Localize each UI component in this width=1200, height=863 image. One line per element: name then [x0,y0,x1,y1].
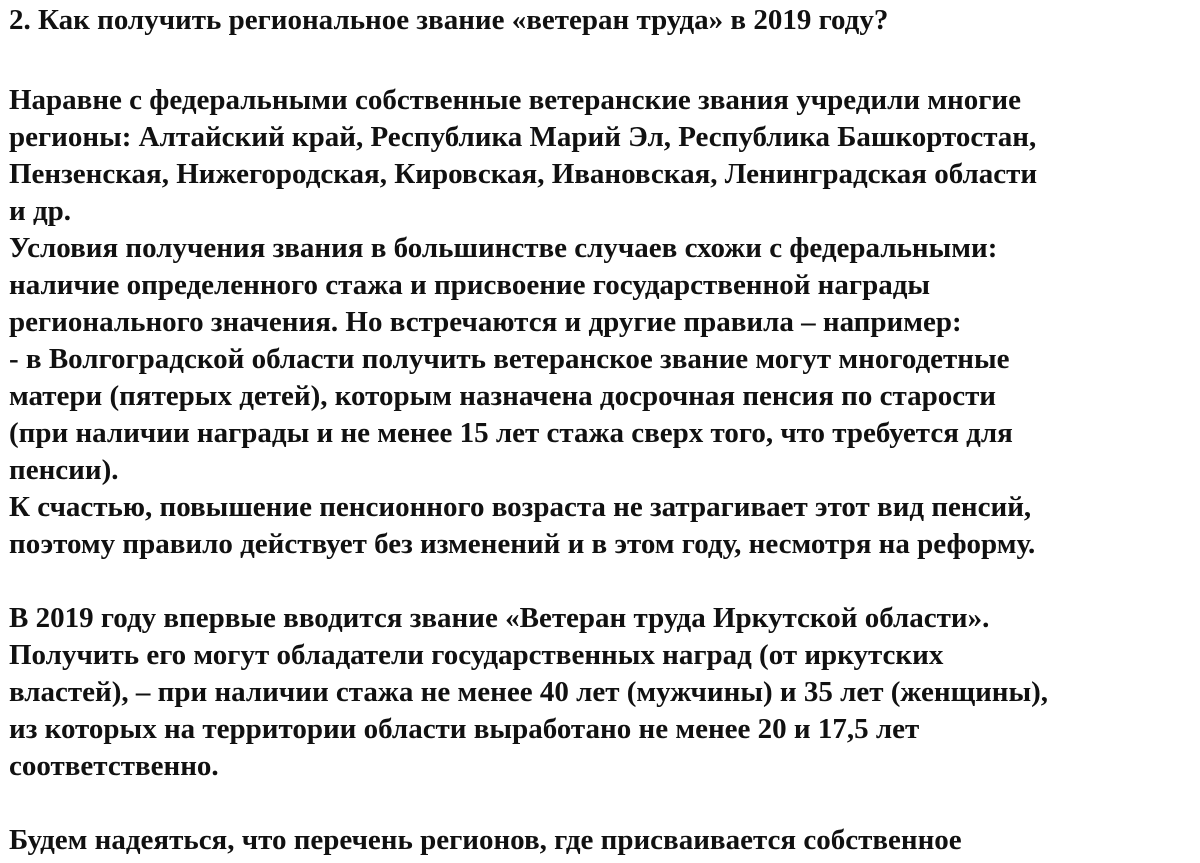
paragraph-5-line-3: властей), – при наличии стажа не менее 40 лет (мужчины) и 35 лет (женщины), [9,676,1049,708]
paragraph-1-line-1: Наравне с федеральными собственные ветеранские звания учредили многие [9,84,1022,116]
paragraph-3-line-2: матери (пятерых детей), которым назначена досрочная пенсия по старости [9,380,997,412]
paragraph-4-line-1: К счастью, повышение пенсионного возраста не затрагивает этот вид пенсий, [9,491,1032,523]
paragraph-3-line-3: (при наличии награды и не менее 15 лет стажа сверх того, что требуется для [9,417,1013,449]
paragraph-1-line-2: регионы: Алтайский край, Республика Марий Эл, Республика Башкортостан, [9,121,1037,153]
paragraph-2-line-3: регионального значения. Но встречаются и другие правила – например: [9,306,962,338]
paragraph-1-line-4: и др. [9,195,72,227]
paragraph-3-line-1: - в Волгоградской области получить ветеранское звание могут многодетные [9,343,1010,375]
section-heading: 2. Как получить региональное звание «ветеран труда» в 2019 году? [9,4,889,36]
paragraph-1-line-3: Пензенская, Нижегородская, Кировская, Ивановская, Ленинградская области [9,158,1038,190]
paragraph-5-line-5: соответственно. [9,750,219,782]
paragraph-5-line-2: Получить его могут обладатели государственных наград (от иркутских [9,639,944,671]
paragraph-5-line-1: В 2019 году впервые вводится звание «Ветеран труда Иркутской области». [9,602,990,634]
paragraph-6-line-1-cut: Будем надеяться, что перечень регионов, где присваивается собственное [9,824,962,856]
paragraph-5-line-4: из которых на территории области выработано не менее 20 и 17,5 лет [9,713,920,745]
paragraph-2-line-2: наличие определенного стажа и присвоение государственной награды [9,269,931,301]
paragraph-2-line-1: Условия получения звания в большинстве случаев схожи с федеральными: [9,232,998,264]
paragraph-3-line-4: пенсии). [9,454,119,486]
paragraph-4-line-2: поэтому правило действует без изменений и в этом году, несмотря на реформу. [9,528,1036,560]
